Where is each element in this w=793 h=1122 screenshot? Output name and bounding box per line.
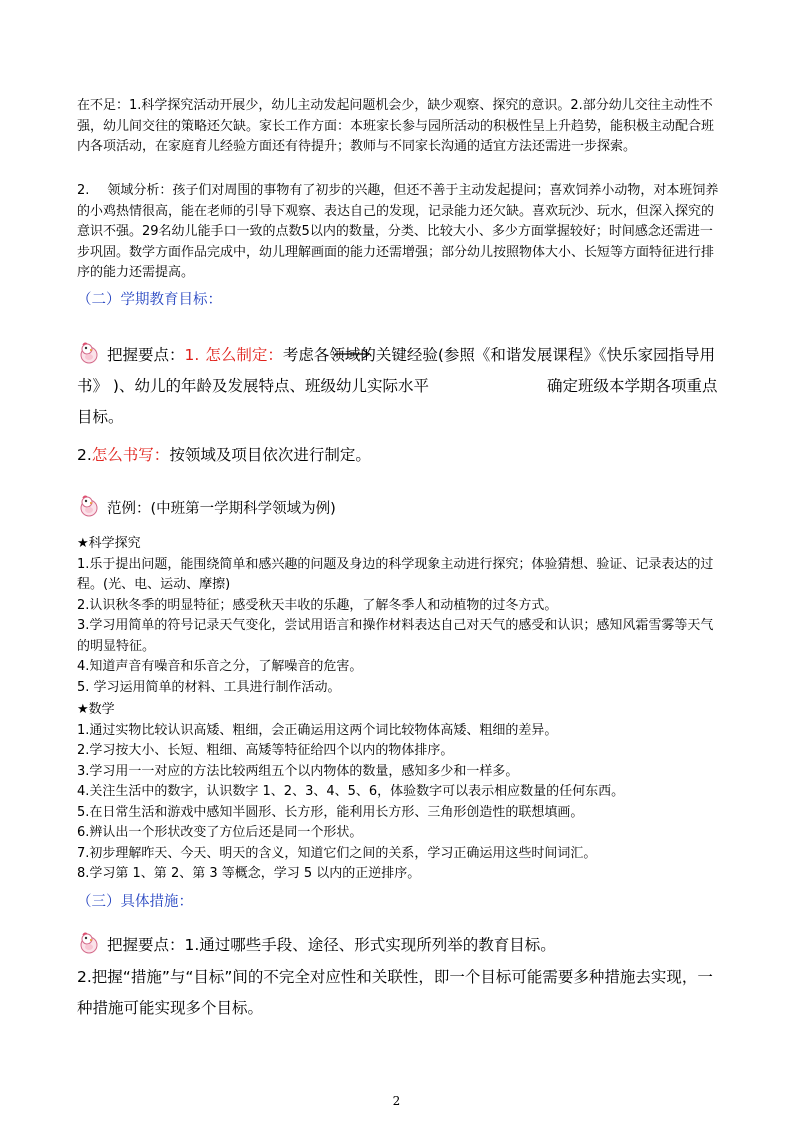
math-item: 1.通过实物比较认识高矮、粗细，会正确运用这两个词比较物体高矮、粗细的差异。 — [77, 722, 558, 738]
example-line — [77, 494, 722, 525]
key-points-goals — [77, 340, 722, 433]
measures-key-text: 把握要点：1.通过哪些手段、途径、形式实现所列举的教育目标。 — [107, 936, 556, 954]
science-item: 4.知道声音有噪音和乐音之分，了解噪音的危害。 — [77, 659, 363, 674]
science-item: 3.学习用简单的符号记录天气变化，尝试用语言和操作材料表达自己对天气的感受和认识；感知风霜雪雾等天气的明显特征。 — [77, 618, 714, 654]
science-item: 5. 学习运用简单的材料、工具进行制作活动。 — [77, 679, 341, 695]
math-item: 6.辨认出一个形状改变了方位后还是同一个形状。 — [77, 825, 363, 840]
key-point-number: 1. — [184, 346, 200, 364]
how-to-write-number: 2. — [77, 446, 92, 464]
domain-analysis-number: 2. — [77, 183, 90, 198]
cartoon-chick-icon — [77, 931, 101, 955]
deficiency-paragraph — [77, 96, 719, 158]
measures-item-2: 2.把握“措施”与“目标”间的不完全对应性和关联性，即一个目标可能需要多种措施去实现，一种措施可能实现多个目标。 — [77, 968, 713, 1017]
science-section — [77, 534, 719, 698]
domain-analysis-paragraph — [77, 181, 719, 284]
cartoon-chick-icon — [77, 341, 101, 365]
section-heading-goals: （二）学期教育目标： — [77, 292, 222, 308]
how-to-set-text-end: 确定班级本学期各项重点目标。 — [77, 377, 718, 426]
how-to-write-text: 按领域及项目依次进行制定。 — [169, 446, 371, 464]
math-item: 5.在日常生活和游戏中感知半圆形、长方形，能利用长方形、三角形创造性的联想填画。 — [77, 804, 584, 820]
key-points-label: 把握要点： — [107, 346, 185, 364]
math-item: 7.初步理解昨天、今天、明天的含义，知道它们之间的关系，学习正确运用这些时间词汇。 — [77, 845, 597, 861]
section-heading-measures: （三）具体措施： — [77, 894, 193, 910]
science-item: 2.认识秋冬季的明显特征；感受秋天丰收的乐趣，了解冬季人和动植物的过冬方式。 — [77, 597, 558, 613]
how-to-write-label: 怎么书写： — [91, 446, 170, 464]
how-to-set-label: 怎么制定： — [205, 346, 283, 364]
deficiency-text: 在不足：1.科学探究活动开展少，幼儿主动发起问题机会少，缺少观察、探究的意识。2.部分幼儿交往主动性不强，幼儿间交往的策略还欠缺。家长工作方面：本班家长参与园所活动的积极性呈上升趋势，能积极主动配合班内各项活动，在家庭育儿经验方面还有待提升；教师与不同家长沟通的适宜方法还需进一步探索。 — [77, 98, 715, 154]
math-item: 2.学习按大小、长短、粗细、高矮等特征给四个以内的物体排序。 — [77, 743, 454, 758]
cartoon-chick-icon — [77, 494, 101, 518]
arrow-mark-icon — [333, 344, 373, 360]
domain-analysis-text: 领域分析：孩子们对周围的事物有了初步的兴趣，但还不善于主动发起提问；喜欢饲养小动物，对本班饲养的小鸡热情很高，能在老师的引导下观察、表达自己的发现，记录能力还欠缺。喜欢玩沙、玩水，但深入探究的意识不强。29名幼儿能手口一致的点数5以内的数量，分类、比较大小、多少方面掌握较好；时间感念还需进一步巩固。数学方面作品完成中，幼儿理解画面的能力还需增强；部分幼儿按照物体大小、长短等方面特征进行排序的能力还需提高。 — [77, 183, 719, 280]
page-number: 2 — [392, 1094, 401, 1108]
math-item: 8.学习第 1、第 2、第 3 等概念，学习 5 以内的正逆排序。 — [77, 866, 421, 881]
science-item: 1.乐于提出问题，能围绕简单和感兴趣的问题及身边的科学现象主动进行探究；体验猜想、验证、记录表达的过程。(光、电、运动、摩擦) — [77, 556, 714, 592]
how-to-set-text: 考虑各领域的关键经验(参照《和谐发展课程》《快乐家园指导用书》 )、幼儿的年龄及发展特点、班级幼儿实际水平 — [77, 346, 716, 395]
science-title: ★科学探究 — [77, 536, 141, 551]
example-text: 范例：(中班第一学期科学领域为例) — [107, 501, 336, 517]
math-item: 4.关注生活中的数字，认识数字 1、2、3、4、5、6，体验数字可以表示相应数量的任何东西。 — [77, 784, 625, 799]
math-section — [77, 700, 719, 885]
key-points-measures — [77, 930, 722, 961]
math-title: ★数学 — [77, 702, 115, 717]
math-item: 3.学习用一一对应的方法比较两组五个以内物体的数量，感知多少和一样多。 — [77, 763, 519, 779]
how-to-write-item — [77, 440, 722, 471]
